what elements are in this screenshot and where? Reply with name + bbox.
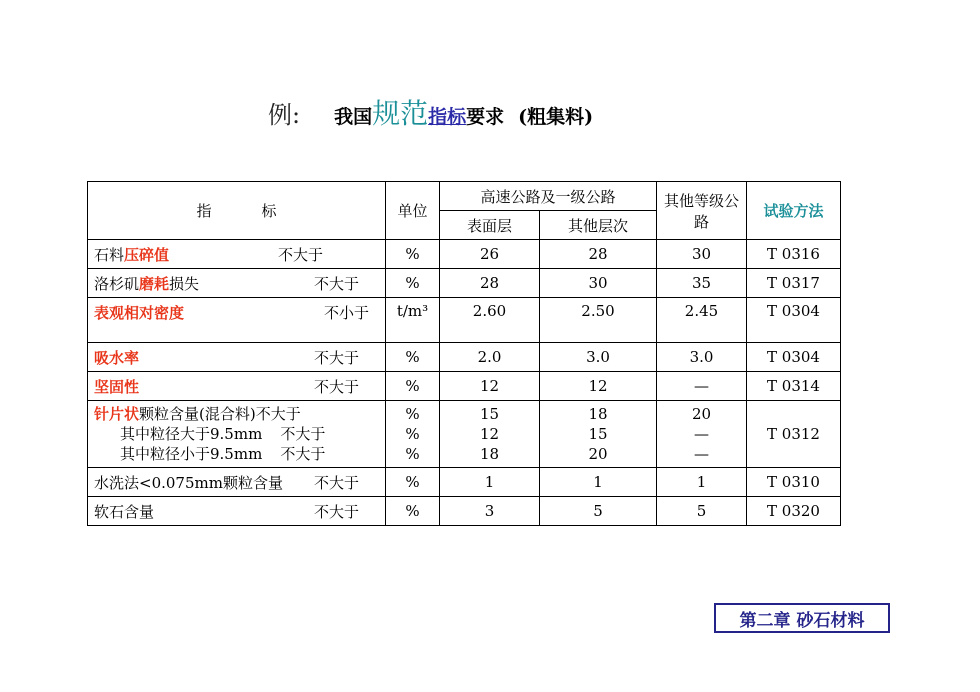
header-unit: 单位 — [386, 182, 440, 240]
row-label: 软石含量 不大于 — [88, 497, 386, 526]
row-label: 针片状颗粒含量(混合料)不大于 其中粒径大于9.5mm 不大于 其中粒径小于9.5mm 不大于 — [88, 401, 386, 468]
table-row: 水洗法<0.075mm颗粒含量 不大于 % 1 1 1 T 0310 — [88, 468, 841, 497]
title-part4: 要求 — [466, 106, 505, 128]
header-row — [88, 182, 841, 211]
row-label: 石料压碎值 不大于 — [88, 240, 386, 269]
header-method: 试验方法 — [747, 182, 841, 240]
header-other-grade: 其他等级公路 — [657, 182, 747, 240]
row-label: 表观相对密度 不小于 — [88, 298, 386, 343]
spec-table — [87, 181, 841, 526]
row-label: 洛杉矶磨耗损失 不大于 — [88, 269, 386, 298]
header-other-layers: 其他层次 — [540, 211, 657, 240]
title-prefix: 例: — [268, 101, 301, 129]
row-label: 水洗法<0.075mm颗粒含量 不大于 — [88, 468, 386, 497]
title-link[interactable]: 指标 — [428, 106, 467, 128]
table-row: 石料压碎值 不大于 % 26 28 30 T 0316 — [88, 240, 841, 269]
header-surface: 表面层 — [440, 211, 540, 240]
header-highway-group: 高速公路及一级公路 — [440, 182, 657, 211]
page-title — [268, 94, 593, 137]
chapter-footer[interactable]: 第二章 砂石材料 — [714, 603, 890, 633]
title-part5: (粗集料) — [518, 106, 594, 128]
title-part1: 我国 — [334, 106, 373, 128]
row-label: 吸水率 不大于 — [88, 343, 386, 372]
header-indicator: 指 标 — [88, 182, 386, 240]
table-row: 吸水率 不大于 % 2.0 3.0 3.0 T 0304 — [88, 343, 841, 372]
row-label: 坚固性 不大于 — [88, 372, 386, 401]
table-row: 表观相对密度 不小于 t/m³ 2.60 2.50 2.45 T 0304 — [88, 298, 841, 343]
table-row: 针片状颗粒含量(混合料)不大于 其中粒径大于9.5mm 不大于 其中粒径小于9.5mm 不大于 % % % 15 12 18 18 15 20 20 — — T 0312 — [88, 401, 841, 468]
table-row: 坚固性 不大于 % 12 12 — T 0314 — [88, 372, 841, 401]
title-part2: 规范 — [372, 97, 429, 130]
table-row: 洛杉矶磨耗损失 不大于 % 28 30 35 T 0317 — [88, 269, 841, 298]
table-row: 软石含量 不大于 % 3 5 5 T 0320 — [88, 497, 841, 526]
